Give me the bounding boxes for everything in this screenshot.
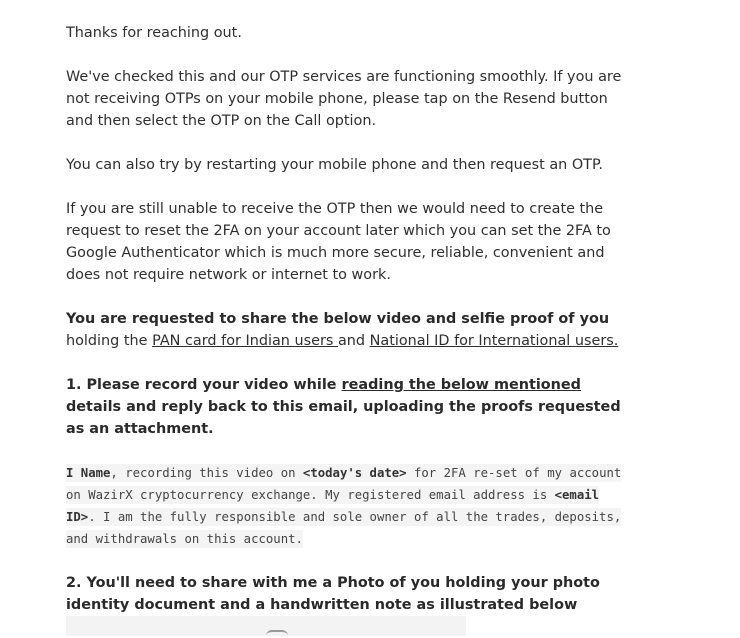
- script-line-2: on WazirX cryptocurrency exchange. My registered email address is <email: [66, 488, 600, 502]
- step2-paragraph: [66, 572, 626, 616]
- step1-paragraph: [66, 374, 626, 440]
- script-line-3: ID>. I am the fully responsible and sole owner of all the trades, deposits,: [66, 510, 622, 524]
- step1-underlined: reading the below mentioned: [341, 377, 581, 393]
- pan-card-link[interactable]: PAN card for Indian users: [152, 333, 338, 349]
- script-email: <email: [554, 488, 600, 502]
- email-body: [66, 22, 626, 638]
- script-line-4: and withdrawals on this account.: [66, 532, 303, 546]
- greeting-paragraph: Thanks for reaching out.: [66, 25, 242, 41]
- request-text: holding the: [66, 333, 153, 349]
- script-date: <today's date>: [302, 466, 407, 480]
- request-text-and: and: [337, 333, 370, 349]
- step2-text: 2. You'll need to share with me a Photo of you holding your photo identity document and a handwritten note as illustrated below: [66, 575, 600, 613]
- script-line-1: I Name, recording this video on <today's date> for 2FA re-set of my account: [66, 466, 622, 480]
- reset-2fa-paragraph: If you are still unable to receive the OTP then we would need to create the request to reset the 2FA on your account later which you can set the 2FA to Google Authenticator which is much more secure, reliable, convenient and does not require network or internet to work.: [66, 201, 611, 283]
- illustration-image: [66, 616, 466, 636]
- request-bold-text: You are requested to share the below video and selfie proof of you: [66, 311, 610, 327]
- otp-status-paragraph: We've checked this and our OTP services are functioning smoothly. If you are not receiving OTPs on your mobile phone, please tap on the Resend button and then select the OTP on the Call option.: [66, 69, 622, 129]
- video-script-block: [66, 462, 626, 550]
- otp-restart-paragraph: You can also try by restarting your mobile phone and then request an OTP.: [66, 157, 603, 173]
- script-email-id: ID>: [66, 510, 89, 524]
- request-paragraph: [66, 308, 626, 352]
- script-name: I Name: [66, 466, 111, 480]
- illustration-partial-mark: [266, 630, 288, 636]
- step1-post: details and reply back to this email, uploading the proofs requested as an attachment.: [66, 399, 621, 437]
- national-id-link[interactable]: National ID for International users.: [369, 333, 619, 349]
- step1-pre: 1. Please record your video while: [66, 377, 342, 393]
